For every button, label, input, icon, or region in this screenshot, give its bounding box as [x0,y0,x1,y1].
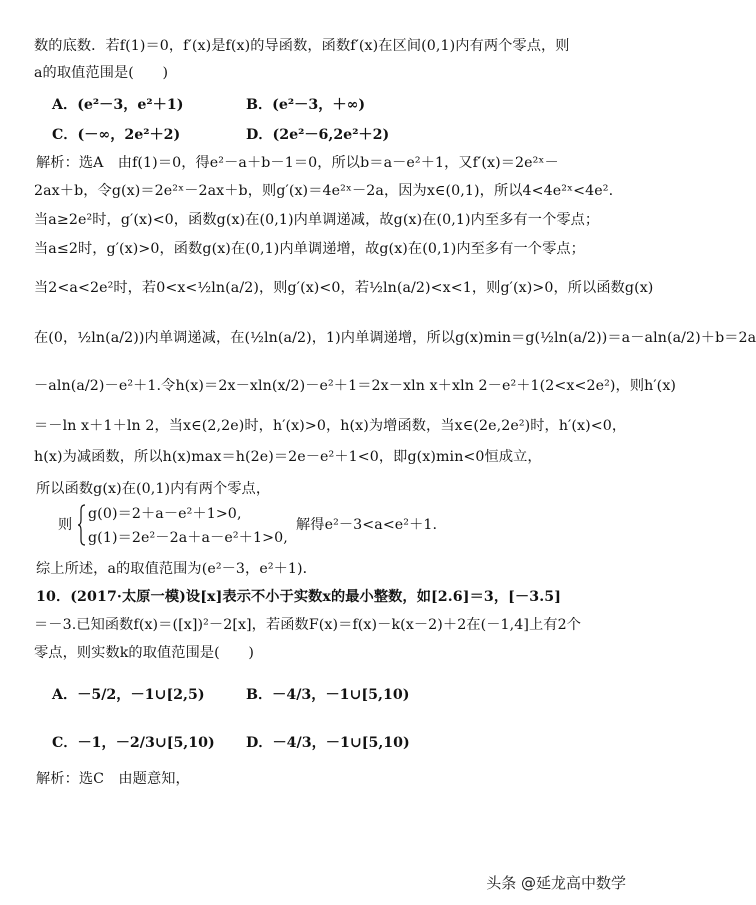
q10-solution-start: 解析：选C 由题意知， [36,771,190,787]
solution-line-9: h(x)为减函数，所以h(x)max＝h(2e)＝2e－e²＋1<0，即g(x)min<0恒成立， [34,449,542,465]
solution-line-10: 所以函数g(x)在(0,1)内有两个零点， [36,481,271,497]
problem-text-line-1: 数的底数．若f(1)＝0，f′(x)是f(x)的导函数，函数f′(x)在区间(0,1)内有两个零点，则 [34,38,570,54]
solution-line-4: 当a≤2时，g′(x)>0，函数g(x)在(0,1)内单调递增，故g(x)在(0,1)内至多有一个零点； [34,241,585,257]
system-equation-2: g(1)＝2e²－2a＋a－e²＋1>0, [88,530,288,546]
q10-option-c: C．－1，－2/3∪[5,10) [52,735,215,751]
solution-line-6: 在(0，½ln(a/2))内单调递减，在(½ln(a/2)，1)内单调递增，所以g(x)min＝g(½ln(a/2))＝a－aln(a/2)＋b＝2a [34,330,756,346]
question-10-line-1: 10．(2017·太原一模)设[x]表示不小于实数x的最小整数，如[2.6]＝3，[－3.5] [36,589,562,605]
solution-line-8: ＝－ln x＋1＋ln 2，当x∈(2,2e)时，h′(x)>0，h(x)为增函数，当x∈(2e,2e²)时，h′(x)<0， [34,418,627,434]
problem-text-line-2: a的取值范围是( ) [34,65,169,81]
option-a: A．(e²－3，e²＋1) [52,97,184,113]
solution-line-5: 当2<a<2e²时，若0<x<½ln(a/2)，则g′(x)<0，若½ln(a/2)<x<1，则g′(x)>0，所以函数g(x) [34,280,654,296]
solution-line-3: 当a≥2e²时，g′(x)<0，函数g(x)在(0,1)内单调递减，故g(x)在(0,1)内至多有一个零点； [34,212,600,228]
solution-line-2: 2ax＋b，令g(x)＝2e²ˣ－2ax＋b，则g′(x)＝4e²ˣ－2a，因为x∈(0,1)，所以4<4e²ˣ<4e². [34,183,614,199]
solution-line-7: －aln(a/2)－e²＋1.令h(x)＝2x－xln(x/2)－e²＋1＝2x－xln x＋xln 2－e²＋1(2<x<2e²)，则h′(x) [34,378,677,394]
system-solution: 解得e²－3<a<e²＋1. [296,517,438,533]
option-c: C．(－∞，2e²＋2) [52,127,181,143]
system-equation-1: g(0)＝2＋a－e²＋1>0, [88,506,242,522]
q10-option-a: A．－5/2，－1∪[2,5) [52,687,205,703]
option-d: D．(2e²－6,2e²＋2) [246,127,390,143]
solution-line-1: 解析：选A 由f(1)＝0，得e²－a＋b－1＝0，所以b＝a－e²＋1，又f′(x)＝2e²ˣ－ [36,155,559,171]
watermark-text: 头条 @延龙高中数学 [486,874,626,892]
question-10-line-2: ＝－3.已知函数f(x)＝([x])²－2[x]，若函数F(x)＝f(x)－k(x－2)＋2在(－1,4]上有2个 [34,617,582,633]
solution-conclusion: 综上所述，a的取值范围为(e²－3，e²＋1)． [36,561,317,577]
question-10-line-3: 零点，则实数k的取值范围是( ) [34,645,254,661]
option-b: B．(e²－3，＋∞) [246,97,366,113]
system-prefix: 则 [58,517,73,533]
left-brace-icon [78,504,86,546]
q10-option-b: B．－4/3，－1∪[5,10) [246,687,410,703]
q10-option-d: D．－4/3，－1∪[5,10) [246,735,410,751]
